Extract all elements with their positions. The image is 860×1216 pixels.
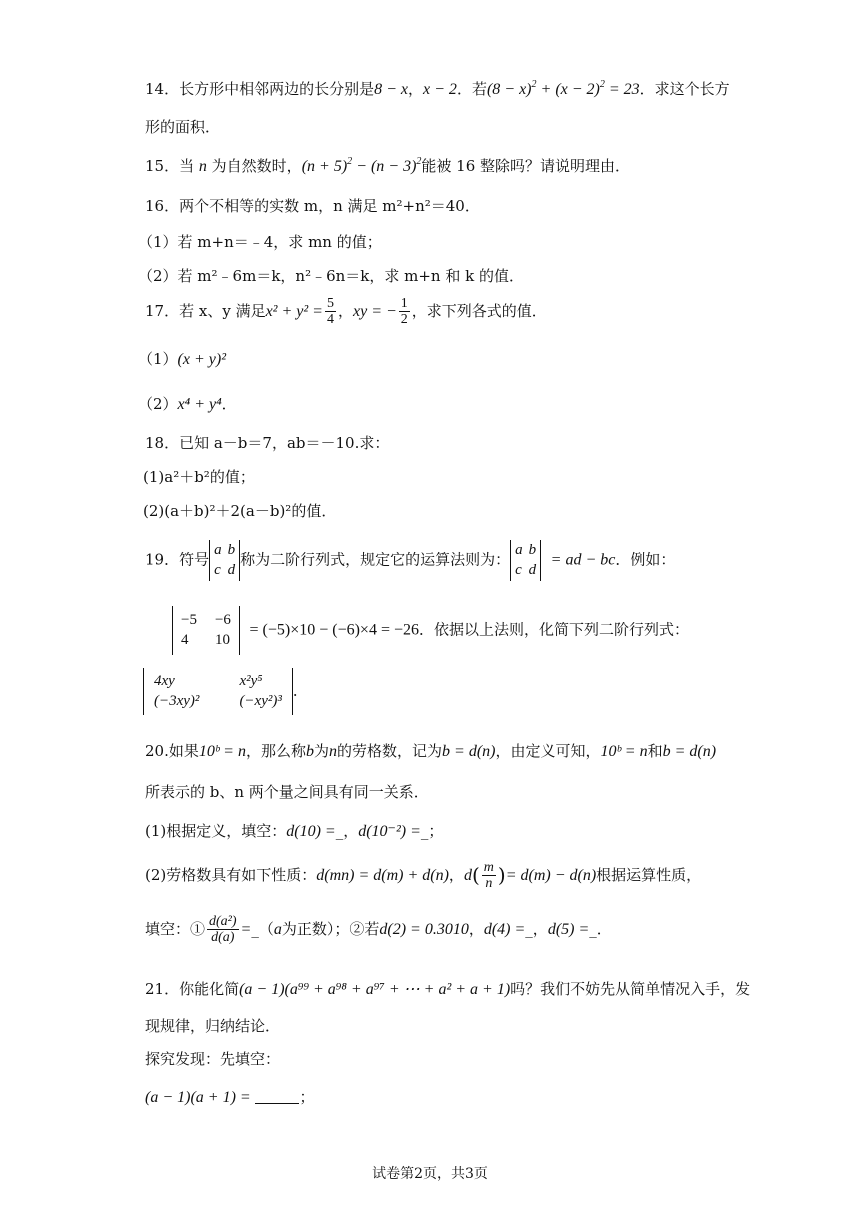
q20-eq4: b = d(n) [662,743,717,760]
q15-var-n: n [198,158,207,175]
q14-eq-mid: + (x − 2) [536,81,600,98]
q20-eq3: 10ᵇ = n [600,743,648,760]
q14-line2 [145,118,800,137]
q20-p2-frac [482,860,496,892]
q19-line2 [172,606,800,655]
q17-part2 [138,395,800,415]
q19-line3 [143,668,800,715]
ex-b: −6 [214,612,231,628]
task-d: (−xy²)³ [239,693,282,710]
q20-p1-sep: ， [343,822,359,840]
q17-number: 17． [145,301,180,320]
q17-frac2-den: 2 [400,312,408,328]
q17-part2-end: ． [221,395,237,413]
q20-p2-text: (2)劳格数具有如下性质： [145,865,317,884]
q20-part2 [145,860,800,892]
q17-part2-expr: x⁴ + y⁴ [177,396,222,413]
task-b: x²y⁵ [239,673,263,689]
q20-p1-blank2: _ [420,822,429,840]
left-paren: ( [471,862,480,887]
q14-text4: ．求这个长方 [639,80,730,98]
q20-text-f: 和 [647,742,663,760]
q20-p3-sep: ， [468,919,484,938]
q19-text1: 符号 [179,550,210,569]
q20-p3-frac [207,914,239,946]
q17-text3: ，求下列各式的值． [411,301,547,320]
ex-c: 4 [181,632,189,649]
q18-part1: (1)a²＋b²的值； [143,468,255,486]
q16-part1: （1）若 m+n＝﹣4，求 mn 的值； [138,233,382,251]
q15-line [145,157,800,177]
det-c: c [214,562,221,579]
q20-p2-eq1: d(mn) = d(m) + d(n) [316,866,449,884]
q14-sep: ， [408,80,424,98]
q21-text-a: 21．你能化简 [145,980,240,998]
q14-line1 [145,80,800,100]
q15-number: 15． [145,157,180,175]
q20-p3-text: 填空：① [145,919,206,938]
q19-text3: ．例如： [615,550,676,569]
q20-p1-text: (1)根据定义，填空： [145,822,287,840]
q21-end: ； [299,1088,315,1106]
task-a: 4xy [154,673,175,689]
q17-frac1-den: 4 [326,312,334,328]
q20-p3-blank1: _ [251,919,259,938]
task-c: (−3xy)² [154,693,200,710]
ex-d: 10 [214,632,230,649]
q21-line3: 探究发现：先填空： [145,1050,281,1068]
q17-eq2: xy = − [352,302,397,320]
q17-frac1 [325,296,336,328]
q20-var-b: b [305,743,314,760]
q19-number: 19． [145,550,180,569]
q20-text-e: ，由定义可知， [495,742,601,760]
q19-text4: ．依据以上法则，化简下列二阶行列式： [418,620,689,639]
q19-example-det [172,606,240,655]
q17-part1 [138,350,800,370]
q20-part1 [145,822,800,842]
q20-p3-eq: = [240,920,252,938]
det-d: d [528,562,537,579]
frac-num: d(a²) [209,914,237,929]
q20-p3-text2: 为正数）；②若 [281,919,380,938]
q20-p3-end: ． [596,919,612,938]
q19-line1 [145,540,800,581]
frac-m: m [483,860,494,875]
q17-text1: 若 x、y 满足 [179,301,266,320]
q21-line4 [145,1088,800,1108]
q17-part1-expr: (x + y)² [177,351,226,368]
q17-part2-label: （2） [138,395,178,413]
answer-blank[interactable] [255,1089,299,1104]
q15-expr-2: − (n − 3) [352,158,417,175]
q19-end: ． [292,681,308,700]
det-a: a [515,542,523,558]
q15-text3: 能被 16 整除吗？请说明理由． [421,157,631,175]
q20-p3-blank3: _ [589,919,597,938]
frac-den: d(a) [211,930,235,946]
det-b: b [528,542,537,558]
q21-line1 [145,980,800,1000]
q20-p3-sep2: ， [532,919,548,938]
q18-part2: (2)(a＋b)²＋2(a－b)²的值． [143,502,337,520]
q18-title: 18．已知 a－b＝7，ab＝－10.求： [145,434,390,452]
q20-p2-sep: ， [448,865,464,884]
q14-text1: 长方形中相邻两边的长分别是 [179,80,375,98]
q20-p3-var-a: a [273,920,282,938]
q14-eq-left: (8 − x) [486,81,532,98]
q16-part2: （2）若 m²﹣6m＝k，n²﹣6n＝k，求 m+n 和 k 的值． [138,267,524,285]
page-footer: 试卷第2页，共3页 [372,1166,488,1182]
q21-line2: 现规律，归纳结论． [145,1017,281,1035]
q19-rule-det [510,540,541,581]
q14-number: 14． [145,80,180,98]
q20-line2: 所表示的 b、n 两个量之间具有同一关系． [145,783,429,801]
q16-title: 16．两个不相等的实数 m，n 满足 m²+n²＝40． [145,197,480,215]
det-c: c [515,562,522,579]
q14-eq-right: = 23 [604,81,640,98]
q14-text5: 形的面积． [145,118,221,136]
q20-p2-text2: 根据运算性质， [596,865,702,884]
q20-p3-blank2: _ [525,919,533,938]
q14-side-b: x − 2 [423,81,457,98]
frac-n: n [485,876,493,892]
det-d: d [227,562,236,579]
q17-frac2-num: 1 [400,296,408,311]
q14-if: ．若 [456,80,487,98]
q20-eq1: 10ᵇ = n [198,743,246,760]
q20-p3-eq3: d(5) = [547,920,590,938]
right-paren: ) [497,862,506,887]
q14-equation: $(8 - x)^2 + (x - 2)^2 = 23$ [486,79,640,98]
q20-var-n: n [329,743,337,760]
q20-p3-eq1: d(2) = 0.3010 [379,920,469,938]
q20-p1-end: ； [428,822,444,840]
q20-text-b: ，那么称 [245,742,306,760]
q20-p2-d: d [463,866,472,884]
q19-example-calc: = (−5)×10 − (−6)×4 = −26 [249,621,419,639]
det-b: b [227,542,236,558]
q21-text-b: 吗？我们不妨先从简单情况入手，发 [510,980,751,998]
q20-p1-blank1: _ [335,822,344,840]
q17-part1-label: （1） [138,350,178,368]
q17-eq1: x² + y² = [265,302,323,320]
q19-rule: = ad − bc [550,551,616,569]
q19-task-det [143,668,293,715]
q14-side-a: 8 − x [374,81,409,98]
q15-text1: 当 [179,157,195,175]
q17-sep: ， [337,301,353,320]
q20-part3 [145,914,800,946]
q15-expression: $(n + 5)^2 - (n - 3)^2$ [301,156,422,175]
q17-line [145,296,800,328]
q20-p1-eq1: d(10) = [286,823,336,840]
q15-expr-1: (n + 5) [301,158,348,175]
q19-symbol-det [209,540,240,581]
q20-text-a: 20.如果 [145,742,199,760]
det-a: a [214,542,222,558]
q21-expression: (a − 1)(a⁹⁹ + a⁹⁸ + a⁹⁷ + ⋯ + a² + a + 1) [239,981,511,998]
q19-text2: 称为二阶行列式，规定它的运算法则为： [240,550,511,569]
ex-a: −5 [181,612,197,628]
q17-frac1-num: 5 [326,296,334,311]
q20-p2-eq2: = d(m) − d(n) [505,866,597,884]
q20-p3-eq2: d(4) = [483,920,526,938]
q17-frac2 [399,296,410,328]
q15-text2: 为自然数时， [211,157,302,175]
q20-line1 [145,742,800,762]
q21-fill-expr: (a − 1)(a + 1) = [145,1089,251,1106]
q20-p1-eq2: d(10⁻²) = [358,823,421,840]
q20-p3-open: （ [258,919,274,938]
q20-text-d: 的劳格数，记为 [337,742,443,760]
q20-text-c: 为 [313,742,329,760]
q20-eq2: b = d(n) [442,743,496,760]
